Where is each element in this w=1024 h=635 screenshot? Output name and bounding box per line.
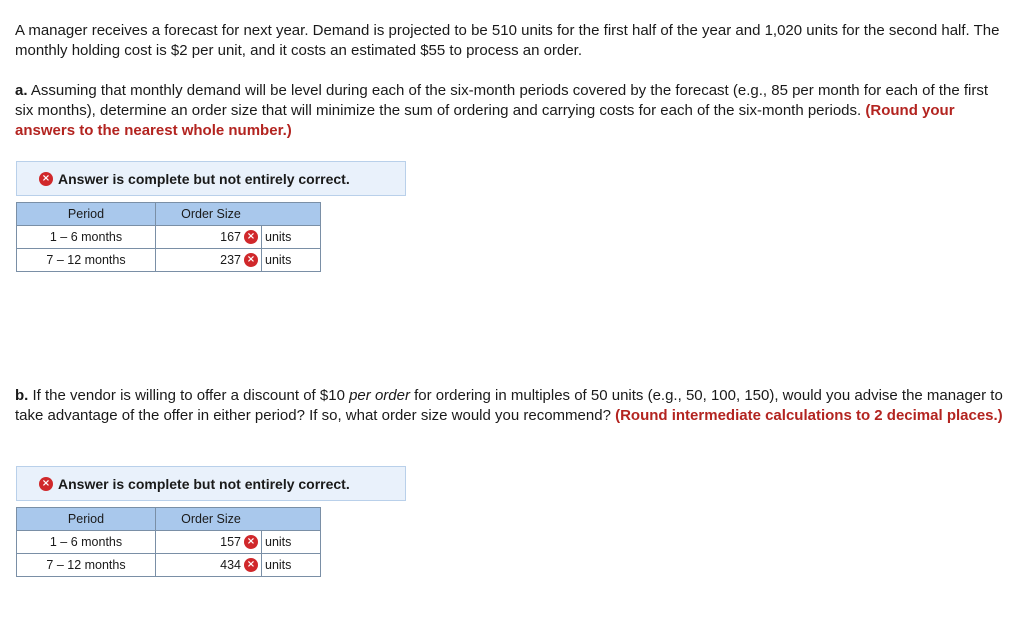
order-size-header: Order Size <box>156 508 321 531</box>
part-b-label: b. <box>15 387 29 404</box>
table-row <box>17 554 321 577</box>
period-cell: 7 – 12 months <box>17 554 156 577</box>
period-cell: 1 – 6 months <box>17 531 156 554</box>
order-size-input[interactable]: 237 × <box>156 249 262 272</box>
part-b-feedback-banner <box>16 466 406 501</box>
feedback-text: Answer is complete but not entirely correct. <box>58 475 350 492</box>
incorrect-icon: × <box>244 558 258 572</box>
part-a-instruction: (Round your answers to the nearest whole number.) <box>15 102 955 139</box>
unit-cell: units <box>262 226 321 249</box>
incorrect-icon: × <box>244 535 258 549</box>
part-a-label: a. <box>15 82 28 99</box>
table-header-row <box>17 508 321 531</box>
order-size-input[interactable]: 167 × <box>156 226 262 249</box>
part-b-instruction: (Round intermediate calculations to 2 decimal places.) <box>615 407 1003 424</box>
period-cell: 7 – 12 months <box>17 249 156 272</box>
order-size-header: Order Size <box>156 203 321 226</box>
part-b-text: If the vendor is willing to offer a discount of $10 <box>28 387 350 404</box>
unit-cell: units <box>262 531 321 554</box>
unit-cell: units <box>262 554 321 577</box>
order-size-input[interactable]: 434 × <box>156 554 262 577</box>
unit-cell: units <box>262 249 321 272</box>
part-a-question <box>15 81 1005 141</box>
incorrect-icon: × <box>39 477 53 491</box>
incorrect-icon: × <box>39 172 53 186</box>
feedback-text: Answer is complete but not entirely correct. <box>58 170 350 187</box>
part-b-question <box>15 386 1005 426</box>
table-row <box>17 249 321 272</box>
part-a-answer-table <box>16 202 321 272</box>
incorrect-icon: × <box>244 230 258 244</box>
period-header: Period <box>17 203 156 226</box>
table-row <box>17 531 321 554</box>
period-header: Period <box>17 508 156 531</box>
problem-intro: A manager receives a forecast for next year. Demand is projected to be 510 units for the first half of the year and 1,020 units for the second half. The monthly holding cost is $2 per unit, and it costs an estimated $55 to process an order. <box>15 22 1000 59</box>
order-size-input[interactable]: 157 × <box>156 531 262 554</box>
part-a-feedback-banner <box>16 161 406 196</box>
part-b-answer-table <box>16 507 321 577</box>
part-b-text-2: for ordering in multiples of 50 units (e.g., 50, 100, 150), would you advise the manager to take advantage of the offer in either period? If so, what order size would you recommend? <box>15 387 1003 424</box>
incorrect-icon: × <box>244 253 258 267</box>
table-header-row <box>17 203 321 226</box>
period-cell: 1 – 6 months <box>17 226 156 249</box>
table-row <box>17 226 321 249</box>
part-a-text: Assuming that monthly demand will be level during each of the six-month periods covered by the forecast (e.g., 85 per month for each of the first six months), determine an order size that will minimize the sum of ordering and carrying costs for each of the six-month periods. <box>15 82 989 119</box>
part-b-emphasis: per order <box>349 387 410 404</box>
